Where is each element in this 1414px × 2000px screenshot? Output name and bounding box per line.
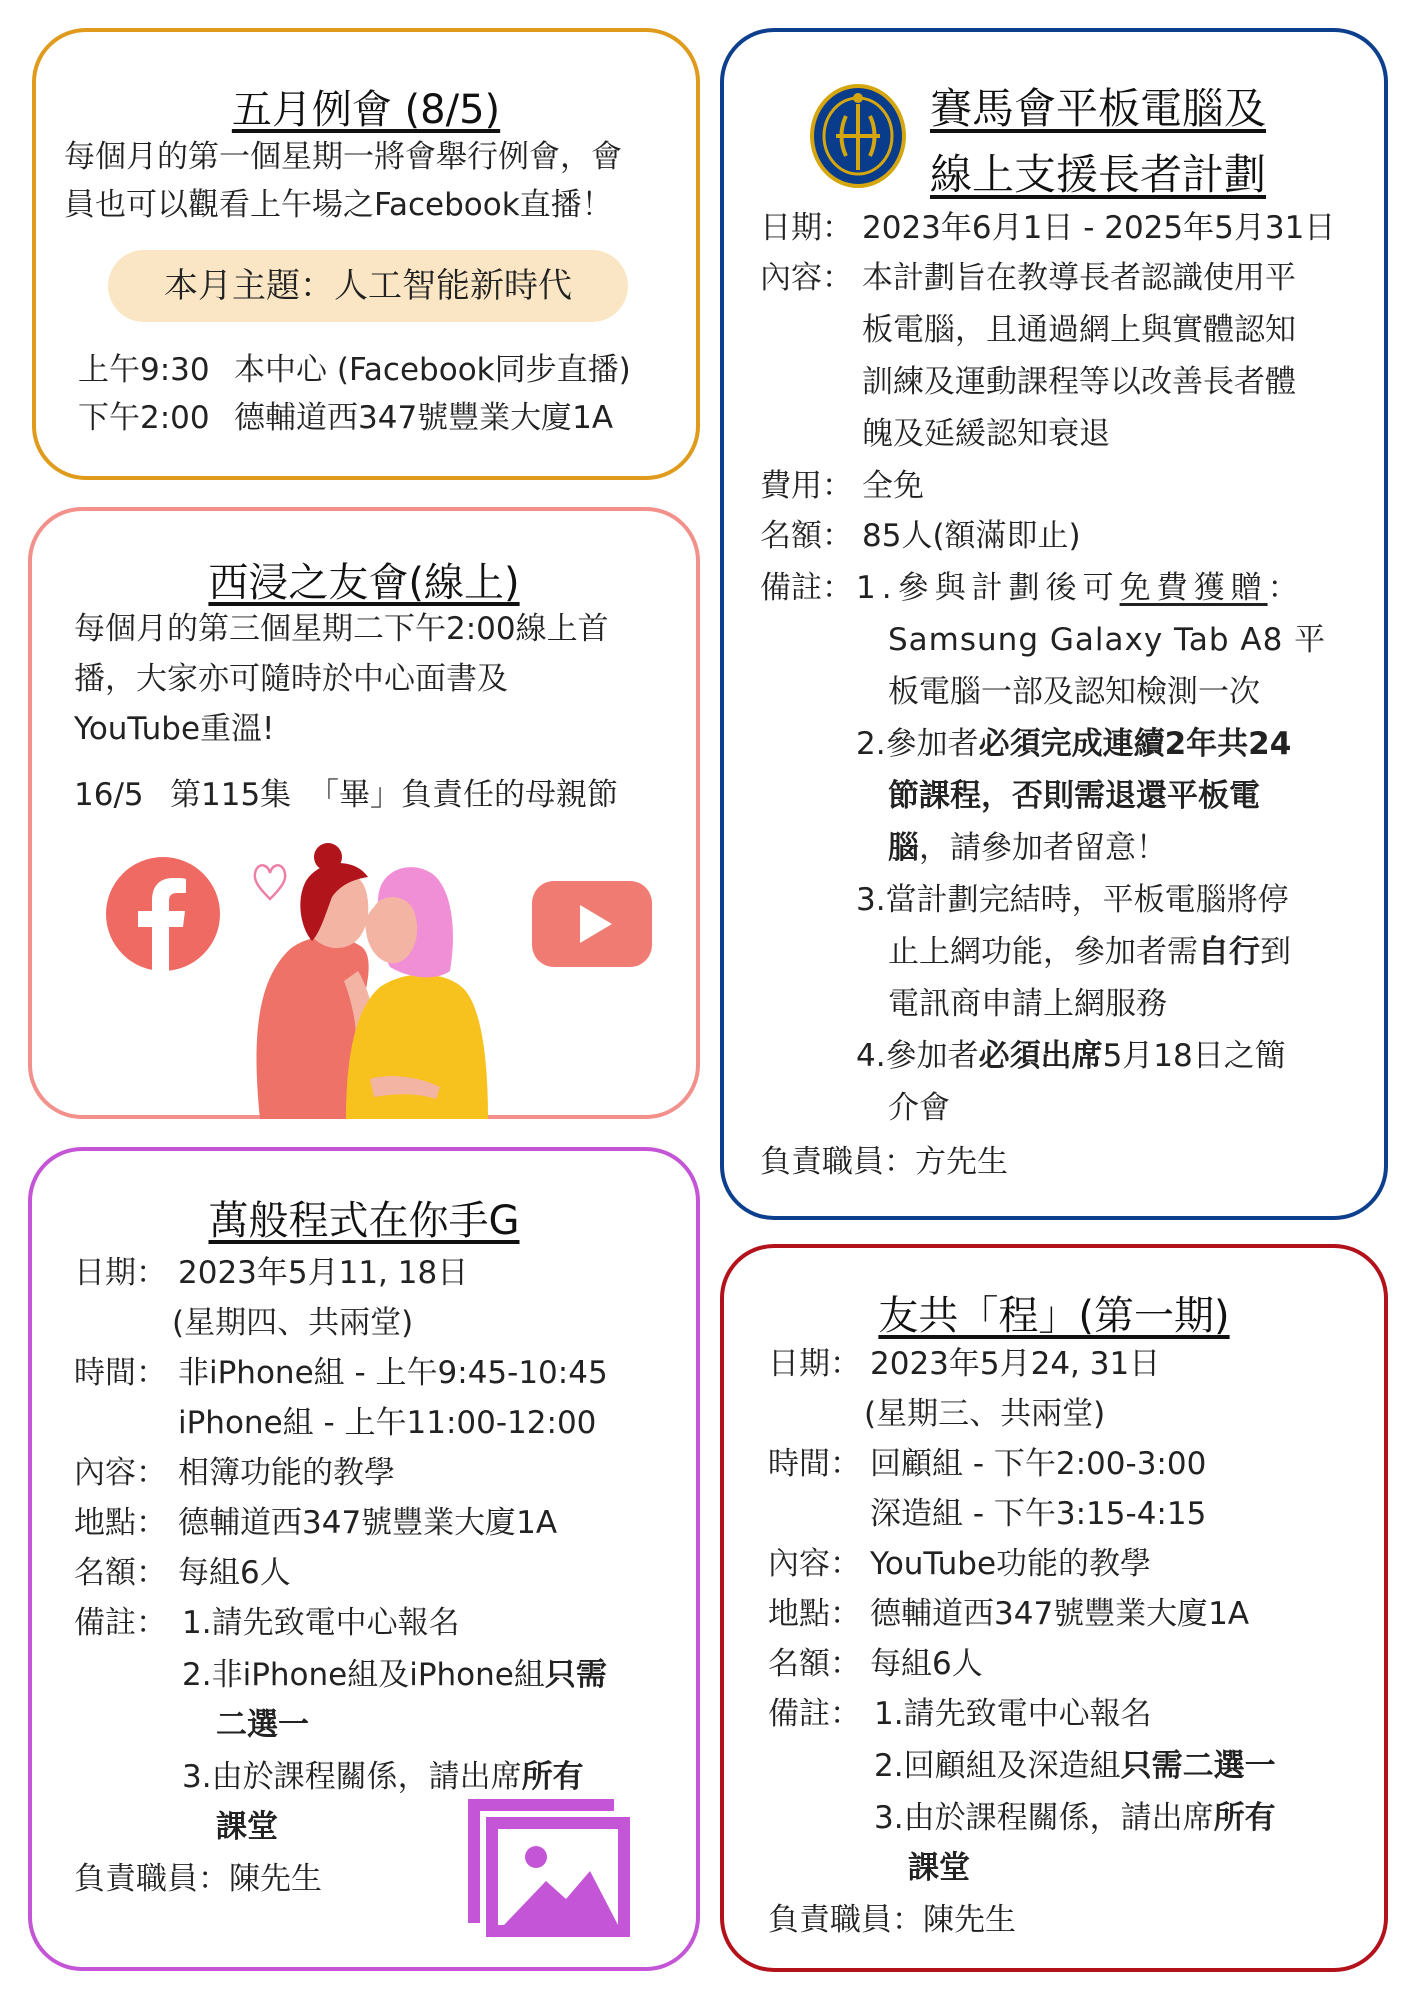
tablet-note-1 [856,568,1305,608]
course-note-2 [874,1746,1276,1786]
meeting-theme: 本月主題：人工智能新時代 [164,266,572,306]
friends-desc-line1: 每個月的第三個星期二下午2:00線上首 [74,611,609,647]
tablet-note-1-colon: ： [1267,570,1305,606]
course-date-label: 日期： [768,1346,861,1382]
tablet-content-2: 板電腦，且通過網上與實體認知 [862,312,1296,348]
tablet-note-1-cont2: 板電腦一部及認知檢測一次 [888,674,1260,710]
episode-date: 16/5 [74,777,144,813]
apps-note-3-cont: 課堂 [216,1809,278,1845]
apps-content: 相簿功能的教學 [178,1455,395,1491]
course-time-1: 回顧組 - 下午2:00-3:00 [870,1446,1207,1482]
meeting-pm-place: 德輔道西347號豐業大廈1A [234,400,614,436]
course-note-3-text: 3.由於課程關係，請出席 [874,1800,1214,1836]
course-note-3-cont: 課堂 [908,1850,970,1886]
course-note-3 [874,1798,1276,1838]
apps-time-1: 非iPhone組 - 上午9:45-10:45 [178,1355,608,1391]
mother-daughter-illustration [250,841,510,1119]
course-note-2-text: 2.回顧組及深造組 [874,1748,1121,1784]
apps-note-3 [182,1757,584,1797]
tablet-quota: 85人(額滿即止) [862,518,1081,554]
tablet-note-3-cont2: 電訊商申請上網服務 [888,986,1167,1022]
tablet-content-4: 魄及延緩認知衰退 [862,416,1110,452]
meeting-desc-line2: 員也可以觀看上午場之Facebook直播！ [64,187,613,223]
tablet-date-label: 日期： [760,210,853,246]
friends-desc-line3: YouTube重溫! [74,711,275,747]
tablet-note-3-tail: 到 [1260,934,1291,970]
episode-name: 「畢」負責任的母親節 [308,777,618,813]
facebook-icon[interactable] [106,857,220,971]
tablet-note-2-bold-end: 腦 [888,830,919,866]
course-content-label: 內容： [768,1546,861,1582]
apps-note-1: 1.請先致電中心報名 [182,1605,460,1641]
tablet-note-3-text: 止上網功能，參加者需 [888,934,1198,970]
apps-time-label: 時間： [74,1355,167,1391]
tablet-title-line2: 線上支援長者計劃 [930,150,1267,199]
course-quota: 每組6人 [870,1646,983,1682]
tablet-note-4-text: 4.參加者 [856,1038,979,1074]
apps-content-label: 內容： [74,1455,167,1491]
tablet-content-label: 內容： [760,260,853,296]
apps-quota-label: 名額： [74,1555,167,1591]
course-date: 2023年5月24, 31日 [870,1346,1161,1382]
tablet-staff: 負責職員：方先生 [760,1144,1008,1180]
apps-note-2 [182,1655,607,1695]
apps-note-3-bold: 所有 [521,1759,584,1795]
apps-note-3-text: 3.由於課程關係，請出席 [182,1759,522,1795]
course-time-label: 時間： [768,1446,861,1482]
tablet-note-3-cont1 [888,932,1291,972]
course-note-label: 備註： [768,1696,861,1732]
friends-title: 西浸之友會(線上) [208,560,520,606]
tablet-note-1-cont1: Samsung Galaxy Tab A8 平 [888,622,1327,658]
meeting-am-place: 本中心 (Facebook同步直播) [234,352,631,388]
tablet-fee: 全免 [862,468,924,504]
apps-note-2-bold: 只需 [544,1657,607,1693]
course-card [720,1244,1388,1972]
tablet-card [720,28,1388,1220]
jockey-club-logo [810,84,906,188]
meeting-card [32,28,700,480]
meeting-desc-line1: 每個月的第一個星期一將會舉行例會，會 [64,139,622,175]
meeting-title: 五月例會 (8/5) [231,87,501,133]
apps-date-sub: (星期四、共兩堂) [172,1305,414,1341]
tablet-note-2-text: 2.參加者 [856,726,979,762]
apps-place: 德輔道西347號豐業大廈1A [178,1505,558,1541]
tablet-title-line1: 賽馬會平板電腦及 [930,84,1267,133]
course-note-1: 1.請先致電中心報名 [874,1696,1152,1732]
meeting-am-time: 上午9:30 [78,352,210,388]
apps-note-2-cont: 二選一 [216,1707,309,1743]
tablet-note-3-bold: 自行 [1198,934,1260,970]
apps-time-2: iPhone組 - 上午11:00-12:00 [178,1405,597,1441]
tablet-note-2-tail: ，請參加者留意！ [919,830,1167,866]
apps-card [28,1147,700,1971]
course-place: 德輔道西347號豐業大廈1A [870,1596,1250,1632]
course-quota-label: 名額： [768,1646,861,1682]
tablet-content-3: 訓練及運動課程等以改善長者體 [862,364,1296,400]
tablet-note-1-underline: 免費獲贈 [1119,570,1268,606]
apps-staff: 負責職員：陳先生 [74,1861,322,1897]
tablet-note-4-bold: 必須出席 [978,1038,1103,1074]
course-note-2-bold: 只需二選一 [1120,1748,1276,1784]
tablet-note-2-cont1: 節課程，否則需退還平板電 [888,778,1260,814]
tablet-note-4 [856,1036,1286,1076]
tablet-date: 2023年6月1日 - 2025年5月31日 [862,210,1336,246]
meeting-pm-time: 下午2:00 [78,400,210,436]
apps-date-label: 日期： [74,1255,167,1291]
course-time-2: 深造組 - 下午3:15-4:15 [870,1496,1207,1532]
friends-desc-line2: 播，大家亦可隨時於中心面書及 [74,661,508,697]
tablet-content-1: 本計劃旨在教導長者認識使用平 [862,260,1296,296]
course-date-sub: (星期三、共兩堂) [864,1396,1106,1432]
tablet-fee-label: 費用： [760,468,853,504]
course-place-label: 地點： [768,1596,861,1632]
apps-place-label: 地點： [74,1505,167,1541]
youtube-icon[interactable] [532,881,652,967]
tablet-note-2-cont2 [888,828,1167,868]
tablet-note-4-cont: 介會 [888,1090,950,1126]
tablet-note-2 [856,724,1291,764]
course-title: 友共「程」(第一期) [878,1293,1230,1339]
tablet-note-3: 3.當計劃完結時，平板電腦將停 [856,882,1289,918]
episode-number: 第115集 [170,777,292,813]
tablet-note-label: 備註： [760,570,853,606]
apps-note-2-text: 2.非iPhone組及iPhone組 [182,1657,545,1693]
apps-note-label: 備註： [74,1605,167,1641]
apps-date: 2023年5月11, 18日 [178,1255,469,1291]
course-staff: 負責職員：陳先生 [768,1902,1016,1938]
friends-card [28,507,700,1119]
tablet-note-4-tail: 5月18日之簡 [1102,1038,1286,1074]
tablet-quota-label: 名額： [760,518,853,554]
apps-title: 萬般程式在你手G [208,1198,520,1244]
course-note-3-bold: 所有 [1213,1800,1276,1836]
tablet-note-2-bold: 必須完成連續2年共24 [978,726,1292,762]
tablet-note-1-text: 1.參與計劃後可 [856,570,1120,606]
apps-quota: 每組6人 [178,1555,291,1591]
image-icon [464,1795,632,1937]
course-content: YouTube功能的教學 [870,1546,1152,1582]
